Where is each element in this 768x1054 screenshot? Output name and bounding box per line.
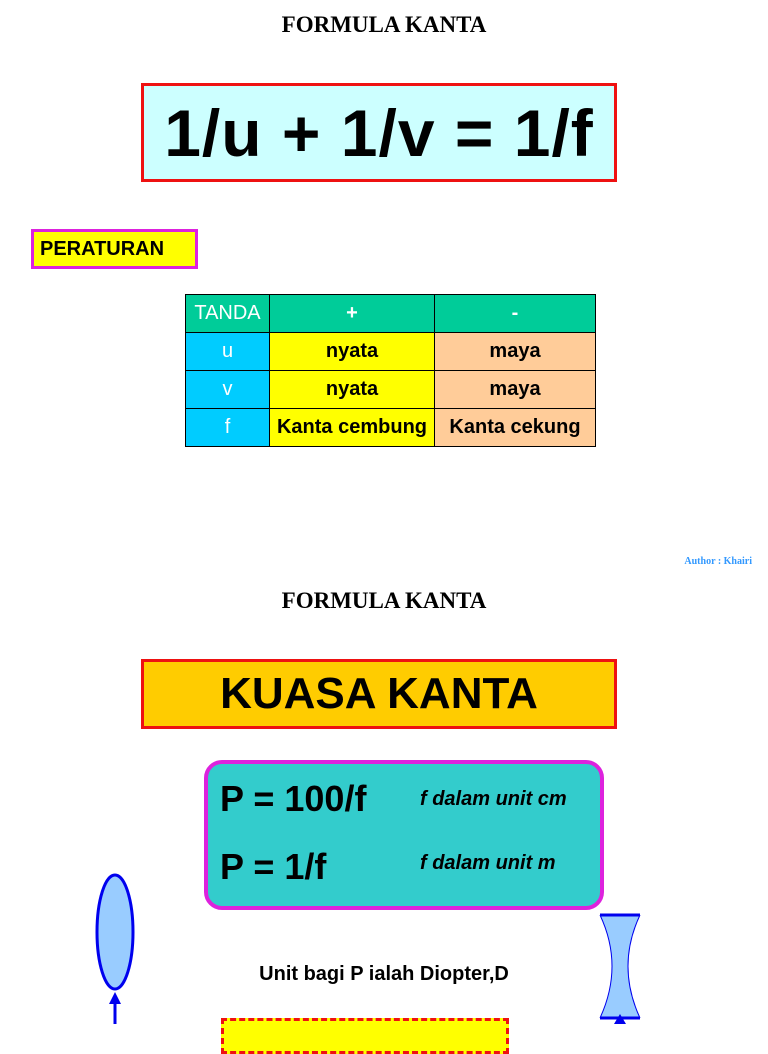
table-cell-negative: maya: [435, 371, 596, 409]
power-formula-cm: P = 100/f: [220, 778, 367, 819]
table-header-cell: -: [435, 295, 596, 333]
lens-formula-box: 1/u + 1/v = 1/f: [141, 83, 617, 182]
power-formula-box: [204, 760, 604, 910]
slide1-title: FORMULA KANTA: [281, 12, 487, 37]
table-cell-positive: Kanta cembung: [270, 409, 435, 447]
lens-power-banner: KUASA KANTA: [141, 659, 617, 729]
slide2-title: FORMULA KANTA: [281, 588, 487, 613]
table-header-cell: +: [270, 295, 435, 333]
diopter-unit-text: Unit bagi P ialah Diopter,D: [259, 963, 509, 985]
rules-label: PERATURAN: [31, 229, 198, 269]
table-cell-negative: Kanta cekung: [435, 409, 596, 447]
author-credit: Author : Khairi: [684, 556, 752, 567]
convex-lens-icon: [92, 872, 140, 1024]
table-cell-negative: maya: [435, 333, 596, 371]
table-row: [186, 333, 596, 371]
table-row: [186, 409, 596, 447]
power-formula-m: P = 1/f: [220, 846, 327, 887]
table-cell-var: f: [186, 409, 270, 447]
sign-convention-table: [185, 294, 596, 447]
dashed-highlight-box: [221, 1018, 509, 1054]
table-cell-positive: nyata: [270, 371, 435, 409]
unit-note-m: f dalam unit m: [420, 852, 556, 874]
table-header-row: [186, 295, 596, 333]
table-cell-positive: nyata: [270, 333, 435, 371]
table-cell-var: v: [186, 371, 270, 409]
table-cell-var: u: [186, 333, 270, 371]
table-row: [186, 371, 596, 409]
table-header-cell: TANDA: [186, 295, 270, 333]
unit-note-cm: f dalam unit cm: [420, 788, 567, 810]
